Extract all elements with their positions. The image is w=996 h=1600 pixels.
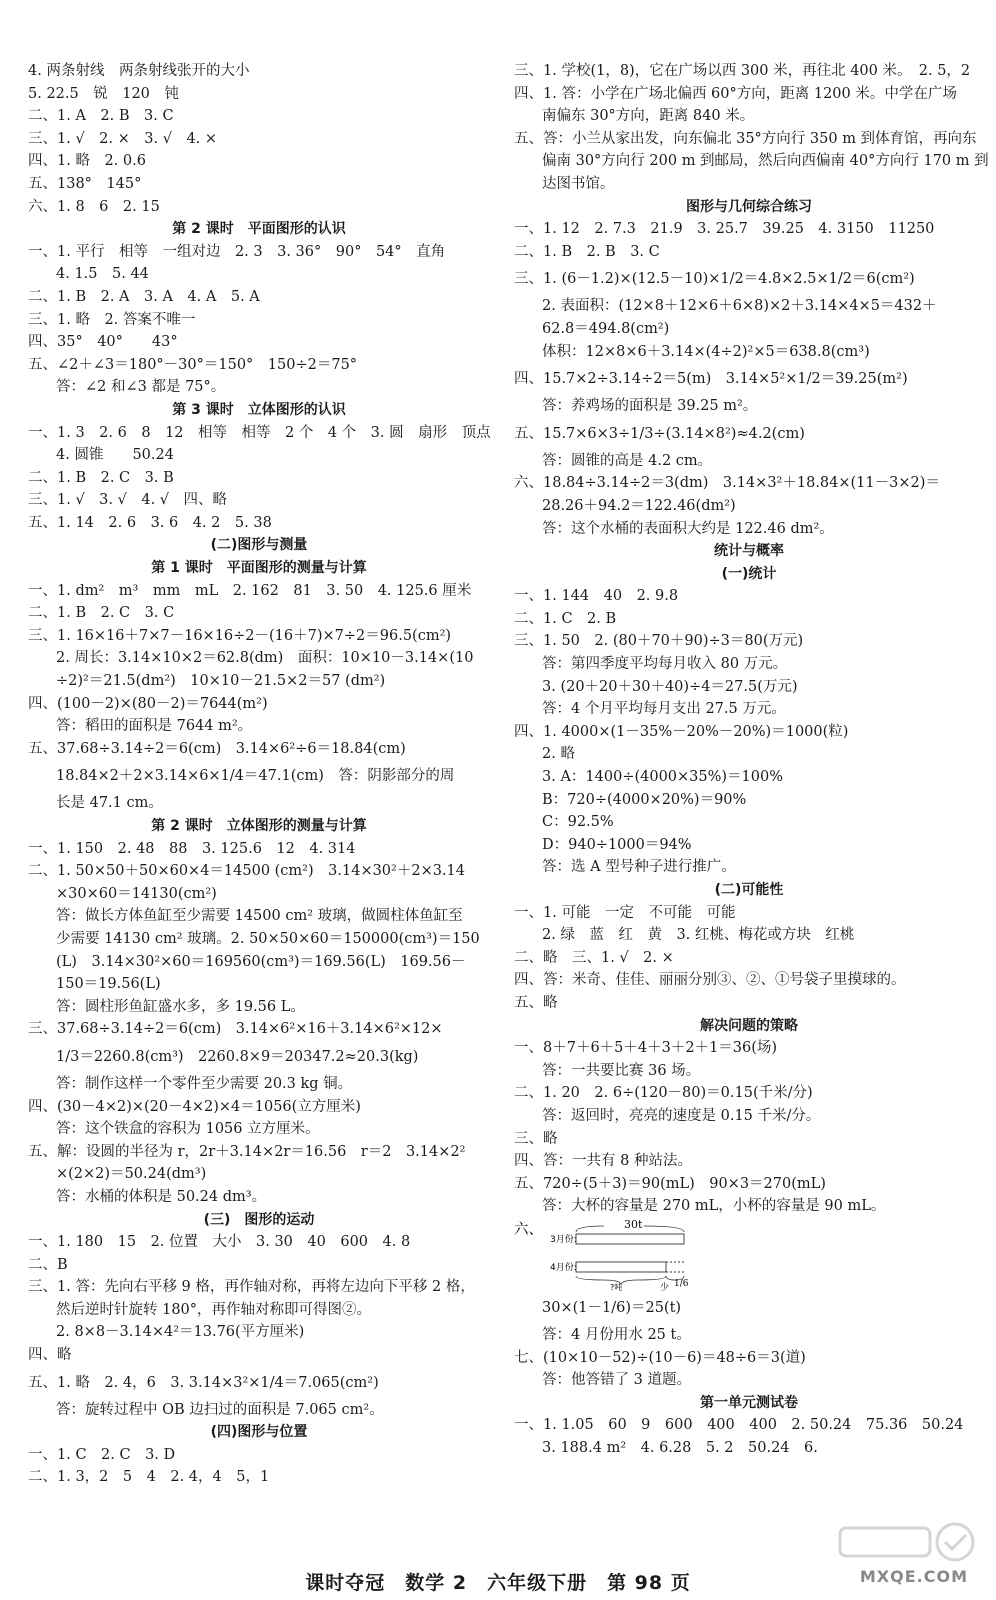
answer-line: 二、1. B 2. B 3. C [514, 243, 660, 260]
answer-line: 三、1. 16×16＋7×7－16×16÷2－(16＋7)×7÷2＝96.5(cm²) [28, 627, 452, 644]
answer-line: 28.26＋94.2＝122.46(dm²) [542, 497, 736, 514]
answer-line: 二、1. 50×50＋50×60×4＝14500 (cm²) 3.14×30²＋2×3.14 [28, 863, 466, 880]
answer-line: 三、1. 略 2. 答案不唯一 [28, 311, 196, 328]
answer-line: 五、138° 145° [28, 175, 142, 192]
answer-line: 二、1. 3，2 5 4 2. 4，4 5，1 [28, 1469, 270, 1486]
answer-line: 3. (20＋20＋30＋40)÷4＝27.5(万元) [542, 678, 798, 695]
march-label: 3月份: [550, 1234, 577, 1245]
answer-line: 一、1. 144 40 2. 9.8 [514, 588, 679, 605]
answer-line: 答：选 A 型号种子进行推广。 [542, 859, 736, 876]
answer-line: 二、1. B 2. C 3. B [28, 469, 174, 486]
answer-line: 一、1. C 2. C 3. D [28, 1446, 176, 1463]
section-heading: 第 2 课时 立体图形的测量与计算 [151, 818, 367, 834]
segment-diagram-svg [514, 1218, 734, 1292]
answer-line: ×30×60＝14130(cm²) [56, 885, 217, 902]
unknown-label: ?吨 [610, 1282, 623, 1292]
section-heading: 第 2 课时 平面图形的认识 [172, 221, 346, 238]
answer-line: 答：一共要比赛 36 场。 [542, 1062, 701, 1079]
page-footer: 课时夺冠 数学 2 六年级下册 第 98 页 [305, 1572, 691, 1594]
watermark-logo-icon [830, 1520, 980, 1570]
answer-line: 答：他答错了 3 道题。 [542, 1372, 691, 1389]
fraction-label: 1/6 [674, 1278, 689, 1289]
answer-line: 四、1. 略 2. 0.6 [28, 153, 146, 170]
answer-line: 1/3＝2260.8(cm³) 2260.8×9＝20347.2≈20.3(kg) [56, 1048, 419, 1065]
answer-line: ÷2)²＝21.5(dm²) 10×10－21.5×2＝57 (dm²) [56, 673, 386, 690]
section-heading: (三) 图形的运动 [203, 1211, 315, 1228]
answer-line: 一、1. dm² m³ mm mL 2. 162 81 3. 50 4. 125.6 厘米 [28, 582, 472, 599]
answer-line: 答：旋转过程中 OB 边扫过的面积是 7.065 cm²。 [56, 1401, 384, 1418]
answer-line: 五、答：小兰从家出发，向东偏北 35°方向行 350 m 到体育馆，再向东 [514, 130, 977, 147]
less-label: 少 [660, 1282, 670, 1292]
answer-line: 四、1. 答：小学在广场北偏西 60°方向，距离 1200 米。中学在广场 [514, 85, 957, 102]
answer-line: 六、1. 8 6 2. 15 [28, 198, 160, 215]
section-heading: 第 1 课时 平面图形的测量与计算 [151, 560, 367, 577]
answer-line: 五、15.7×6×3÷1/3÷(3.14×8²)≈4.2(cm) [514, 425, 805, 442]
answer-line: 答：这个水桶的表面积大约是 122.46 dm²。 [542, 520, 834, 537]
total-label: 30t [624, 1217, 643, 1231]
right-column [514, 60, 989, 1459]
answer-line: 三、37.68÷3.14÷2＝6(cm) 3.14×6²×16＋3.14×6²×12× [28, 1021, 443, 1038]
answer-line: 答：制作这样一个零件至少需要 20.3 kg 铜。 [56, 1075, 353, 1092]
section-heading: (四)图形与位置 [210, 1424, 308, 1441]
answer-line: 一、1. 150 2. 48 88 3. 125.6 12 4. 314 [28, 840, 356, 857]
answer-line: 一、1. 12 2. 7.3 21.9 3. 25.7 39.25 4. 3150 11250 [514, 221, 935, 238]
answer-line: 2. 8×8－3.14×4²＝13.76(平方厘米) [56, 1324, 305, 1341]
answer-line: 四、15.7×2÷3.14÷2＝5(m) 3.14×5²×1/2＝39.25(m²) [514, 371, 908, 388]
answer-line: 三、1. (6－1.2)×(12.5－10)×1/2＝4.8×2.5×1/2＝6(cm²) [514, 271, 915, 288]
answer-line: 150＝19.56(L) [56, 976, 161, 993]
answer-line: 五、解：设圆的半径为 r，2r＋3.14×2r＝16.56 r＝2 3.14×2² [28, 1143, 466, 1160]
answer-line: 二、1. A 2. B 3. C [28, 108, 174, 125]
answer-line: 体积：12×8×6＋3.14×(4÷2)²×5＝638.8(cm³) [542, 343, 870, 360]
answer-line: C：92.5% [542, 814, 614, 831]
answer-line: (L) 3.14×30²×60＝169560(cm³)＝169.56(L) 169.56－ [56, 953, 466, 970]
answer-line: 七、(10×10－52)÷(10－6)＝48÷6＝3(道) [514, 1349, 806, 1366]
answer-line: 五、∠2＋∠3＝180°－30°＝150° 150÷2＝75° [28, 356, 358, 373]
answer-line: 三、1. 50 2. (80＋70＋90)÷3＝80(万元) [514, 633, 804, 650]
answer-line: 一、1. 180 15 2. 位置 大小 3. 30 40 600 4. 8 [28, 1234, 411, 1251]
answer-line: 二、1. 20 2. 6÷(120－80)＝0.15(千米/分) [514, 1085, 813, 1102]
answer-line: 二、1. C 2. B [514, 610, 617, 627]
section-heading: (一)统计 [721, 565, 777, 582]
answer-line: 3. 188.4 m² 4. 6.28 5. 2 50.24 6. [542, 1439, 818, 1456]
answer-line: 二、略 三、1. √ 2. × [514, 949, 674, 966]
answer-line: 少需要 14130 cm² 玻璃。2. 50×50×60＝150000(cm³)＝150 [56, 930, 480, 947]
answer-line: 五、1. 14 2. 6 3. 6 4. 2 5. 38 [28, 514, 272, 531]
answer-line: 62.8＝494.8(cm²) [542, 320, 670, 337]
answer-line: 答：养鸡场的面积是 39.25 m²。 [542, 398, 758, 415]
answer-line: 五、37.68÷3.14÷2＝6(cm) 3.14×6²÷6＝18.84(cm) [28, 740, 406, 757]
answer-line: 南偏东 30°方向，距离 840 米。 [542, 108, 755, 125]
answer-line: 偏南 30°方向行 200 m 到邮局，然后向西偏南 40°方向行 170 m 到 [542, 153, 989, 170]
answer-line: 30×(1－1/6)＝25(t) [542, 1299, 682, 1316]
answer-line: 3. A：1400÷(4000×35%)＝100% [542, 769, 784, 786]
answer-line: 一、1. 1.05 60 9 600 400 400 2. 50.24 75.36 50.24 [514, 1417, 964, 1434]
answer-line: 2. 表面积：(12×8＋12×6＋6×8)×2＋3.14×4×5＝432＋ [542, 298, 937, 315]
march-bar [576, 1234, 684, 1244]
answer-line: 4. 1.5 5. 44 [56, 266, 149, 283]
watermark-text: MXQE.COM [859, 1567, 968, 1586]
answer-line: D：940÷1000＝94% [542, 836, 692, 853]
answer-line: 二、1. B 2. A 3. A 4. A 5. A [28, 288, 260, 305]
answer-line: 5. 22.5 锐 120 钝 [28, 85, 179, 102]
answer-line: 三、1. 答：先向右平移 9 格，再作轴对称，再将左边向下平移 2 格， [28, 1279, 475, 1296]
answer-line: 四、35° 40° 43° [28, 334, 178, 351]
answer-line: 二、B [28, 1256, 68, 1273]
answer-line: 答：做长方体鱼缸至少需要 14500 cm² 玻璃，做圆柱体鱼缸至 [56, 908, 463, 925]
answer-line: 答：大杯的容量是 270 mL，小杯的容量是 90 mL。 [542, 1198, 886, 1215]
answer-line: 五、1. 略 2. 4，6 3. 3.14×3²×1/4＝7.065(cm²) [28, 1374, 379, 1391]
answer-line: 四、答：一共有 8 种站法。 [514, 1153, 692, 1170]
answer-line: 2. 周长：3.14×10×2＝62.8(dm) 面积：10×10－3.14×(10 [56, 650, 474, 667]
answer-line: 4. 圆锥 50.24 [56, 447, 174, 464]
answer-line: 一、1. 平行 相等 一组对边 2. 3 3. 36° 90° 54° 直角 [28, 243, 446, 260]
section-label: 六、 [514, 1221, 543, 1238]
answer-line: 答：水桶的体积是 50.24 dm³。 [56, 1188, 267, 1205]
answer-line: 答：稻田的面积是 7644 m²。 [56, 718, 253, 735]
answer-line: 三、1. √ 3. √ 4. √ 四、略 [28, 492, 228, 509]
answer-line: 答：返回时，亮亮的速度是 0.15 千米/分。 [542, 1107, 821, 1124]
answer-line: 2. 绿 蓝 红 黄 3. 红桃、梅花或方块 红桃 [542, 927, 855, 944]
answer-line: 答：圆柱形鱼缸盛水多，多 19.56 L。 [56, 998, 305, 1015]
answer-line: 2. 略 [542, 746, 575, 763]
answer-line: 五、略 [514, 994, 558, 1011]
answer-line: 四、(100－2)×(80－2)＝7644(m²) [28, 695, 268, 712]
answer-line: 四、1. 4000×(1－35%－20%－20%)＝1000(粒) [514, 723, 849, 740]
answer-line: 长是 47.1 cm。 [56, 795, 163, 812]
answer-line: 四、(30－4×2)×(20－4×2)×4＝1056(立方厘米) [28, 1098, 361, 1115]
section-heading: 第一单元测试卷 [700, 1394, 798, 1411]
answer-line: 六、18.84÷3.14÷2＝3(dm) 3.14×3²＋18.84×(11－3×2)＝ [514, 475, 940, 492]
section-heading: 解决问题的策略 [700, 1017, 798, 1034]
section-heading: 图形与几何综合练习 [686, 198, 812, 215]
answer-line: 三、1. √ 2. × 3. √ 4. × [28, 130, 218, 147]
answer-line: 4. 两条射线 两条射线张开的大小 [28, 63, 250, 79]
answer-line: 二、1. B 2. C 3. C [28, 605, 175, 622]
answer-line: ×(2×2)＝50.24(dm³) [56, 1166, 207, 1183]
answer-line: 答：4 个月平均每月支出 27.5 万元。 [542, 701, 786, 718]
section-heading: (二)可能性 [714, 882, 784, 898]
answer-line: 三、略 [514, 1130, 558, 1147]
section-heading: 统计与概率 [714, 543, 784, 560]
answer-line: 然后逆时针旋转 180°，再作轴对称即可得图②。 [56, 1301, 372, 1318]
answer-line: 答：圆锥的高是 4.2 cm。 [542, 452, 713, 469]
answer-line: 三、1. 学校(1，8)，它在广场以西 300 米，再往北 400 米。 2. 5，2 [514, 63, 971, 79]
answer-line: 一、8＋7＋6＋5＋4＋3＋2＋1＝36(场) [514, 1040, 778, 1057]
april-label: 4月份: [550, 1262, 577, 1273]
answer-line: 一、1. 可能 一定 不可能 可能 [514, 904, 736, 921]
answer-line: 一、1. 3 2. 6 8 12 相等 相等 2 个 4 个 3. 圆 扇形 顶点 [28, 424, 491, 441]
april-bar [576, 1262, 666, 1272]
answer-line: 五、720÷(5＋3)＝90(mL) 90×3＝270(mL) [514, 1175, 826, 1192]
answer-line: 答：这个铁盒的容积为 1056 立方厘米。 [56, 1121, 320, 1138]
answer-line: 四、略 [28, 1347, 72, 1364]
section-heading: 第 3 课时 立体图形的认识 [172, 401, 346, 418]
answer-line: 答：4 月份用水 25 t。 [542, 1326, 691, 1343]
left-column [28, 60, 490, 1489]
answer-line: 18.84×2＋2×3.14×6×1/4＝47.1(cm) 答：阴影部分的周 [56, 768, 455, 785]
answer-line: 答：∠2 和∠3 都是 75°。 [56, 379, 226, 396]
answer-line: B：720÷(4000×20%)＝90% [542, 791, 747, 808]
answer-line: 四、答：米奇、佳佳、丽丽分别③、②、①号袋子里摸球的。 [514, 972, 906, 989]
water-usage-diagram [514, 1218, 984, 1292]
answer-line: 答：第四季度平均每月收入 80 万元。 [542, 656, 788, 673]
section-heading: (二)图形与测量 [210, 537, 308, 554]
answer-line: 达图书馆。 [542, 175, 615, 192]
